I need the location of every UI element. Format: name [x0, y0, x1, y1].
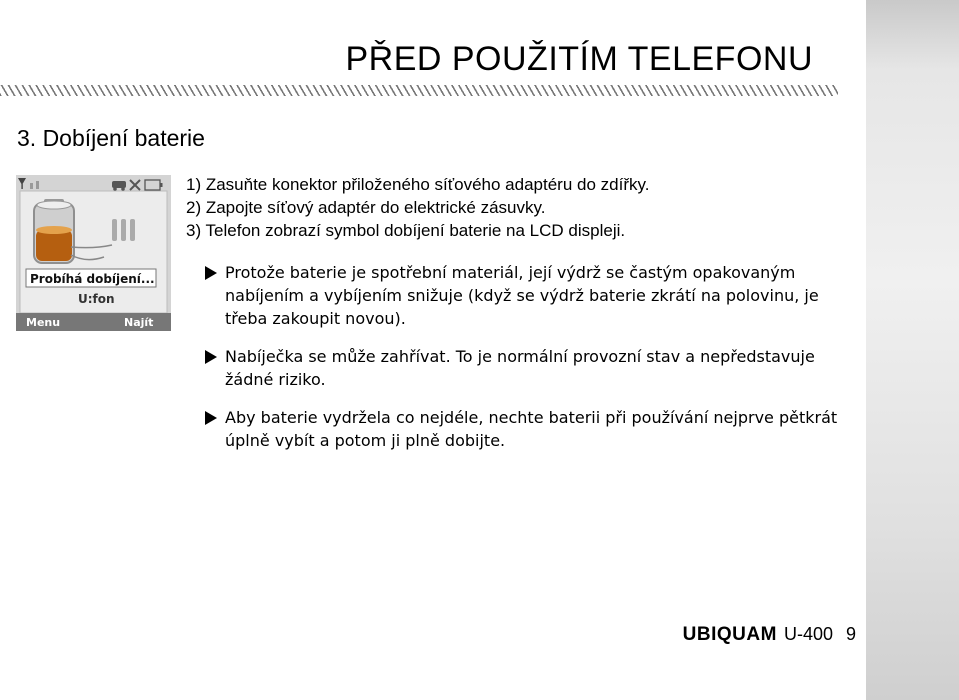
step-3: 3) Telefon zobrazí symbol dobíjení baterie na LCD displeji.	[186, 221, 626, 240]
page-title: PŘED POUŽITÍM TELEFONU	[345, 40, 813, 78]
note-text: Nabíječka se může zahřívat. To je normální provozní stav a nepředstavuje žádné riziko.	[225, 347, 815, 389]
page-number: 9	[845, 624, 856, 644]
note-item	[205, 406, 845, 452]
header-divider	[0, 85, 838, 96]
page-footer	[683, 624, 856, 646]
brand-logo: UBIQUAM	[682, 624, 777, 645]
step-1: 1) Zasuňte konektor přiloženého síťového adaptéru do zdířky.	[186, 175, 650, 194]
note-item	[205, 345, 845, 391]
model-name: U-400	[783, 624, 833, 644]
charging-steps	[186, 173, 649, 242]
charging-status-text: Probíhá dobíjení...	[30, 272, 155, 286]
phone-screen-graphic	[16, 175, 171, 331]
note-item	[205, 261, 845, 330]
triangle-bullet-icon	[205, 266, 217, 280]
triangle-bullet-icon	[205, 350, 217, 364]
operator-name: U:fon	[78, 292, 115, 306]
note-text: Aby baterie vydržela co nejdéle, nechte baterii při používání nejprve pětkrát úplně vybít a potom ji plně dobijte.	[225, 408, 838, 450]
left-softkey: Menu	[26, 316, 61, 329]
phone-screen-illustration	[16, 175, 171, 331]
page-edge-strip	[866, 0, 959, 700]
note-text: Protože baterie je spotřební materiál, její výdrž se častým opakovaným nabíjením a vybíjením snižuje (když se výdrž baterie zkrátí na polovinu, je třeba zakoupit novou).	[225, 263, 819, 328]
right-softkey: Najít	[124, 316, 154, 329]
triangle-bullet-icon	[205, 411, 217, 425]
notes-list	[205, 261, 845, 467]
step-2: 2) Zapojte síťový adaptér do elektrické zásuvky.	[186, 198, 546, 217]
section-heading: 3. Dobíjení baterie	[17, 125, 205, 151]
